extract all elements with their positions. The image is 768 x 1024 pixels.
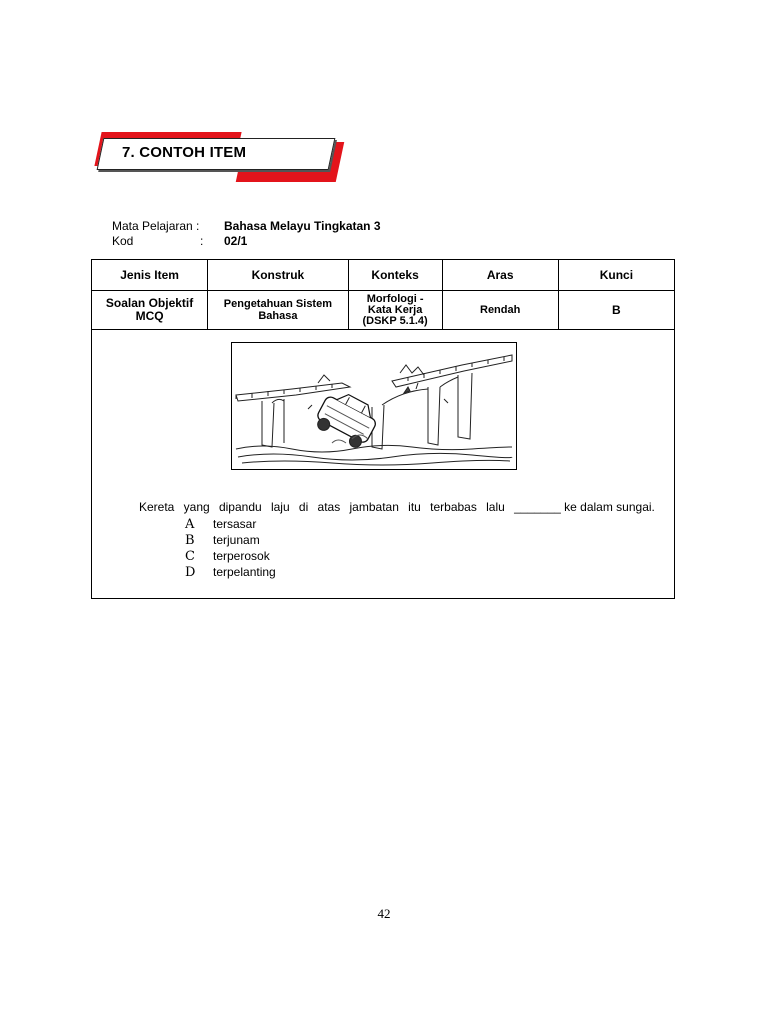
option-text: terpelanting xyxy=(213,565,276,579)
option-letter: B xyxy=(185,532,195,548)
option-text: terjunam xyxy=(213,533,260,547)
code-colon: : xyxy=(200,234,204,248)
konteks-line3: (DSKP 5.1.4) xyxy=(362,314,428,327)
option-c xyxy=(185,548,276,564)
stem-word: itu xyxy=(408,500,421,514)
header-jenis-item: Jenis Item xyxy=(92,260,208,291)
header-konteks: Konteks xyxy=(348,260,442,291)
stem-word: di xyxy=(298,500,309,514)
jenis-line1: Soalan Objektif xyxy=(105,296,194,310)
section-title: 7. CONTOH ITEM xyxy=(122,144,247,161)
konteks-line2: Kata Kerja xyxy=(367,303,423,316)
answer-options xyxy=(185,516,276,580)
konstruk-line2: Bahasa xyxy=(258,310,298,322)
stem-word: jambatan xyxy=(349,500,399,514)
subject-label: Mata Pelajaran : xyxy=(112,219,200,233)
stem-word: atas xyxy=(317,500,341,514)
stem-word: dipandu xyxy=(218,500,262,514)
cell-konstruk xyxy=(208,291,348,330)
option-text: tersasar xyxy=(213,517,257,531)
table-header-row xyxy=(92,260,675,291)
konstruk-line1: Pengetahuan Sistem xyxy=(223,298,332,310)
option-letter: C xyxy=(185,548,195,564)
stem-word: terbabas xyxy=(430,500,477,514)
option-text: terperosok xyxy=(213,549,270,563)
table-row xyxy=(92,291,675,330)
code-value: 02/1 xyxy=(224,234,248,248)
section-banner xyxy=(90,130,346,184)
stem-word: yang xyxy=(183,500,210,514)
stem-word: lalu xyxy=(486,500,505,514)
option-b xyxy=(185,532,276,548)
header-kunci: Kunci xyxy=(558,260,674,291)
option-letter: A xyxy=(185,516,195,532)
question-row xyxy=(92,330,675,599)
stem-word: laju xyxy=(270,500,290,514)
cell-jenis-item xyxy=(92,291,208,330)
stem-word: Kereta xyxy=(139,500,175,514)
cell-kunci: B xyxy=(558,291,674,330)
question-stem xyxy=(139,500,655,514)
option-letter: D xyxy=(185,564,196,580)
question-cell xyxy=(92,330,675,599)
option-d xyxy=(185,564,276,580)
header-konstruk: Konstruk xyxy=(208,260,348,291)
subject-value: Bahasa Melayu Tingkatan 3 xyxy=(224,219,381,233)
item-table xyxy=(91,259,675,599)
cell-aras: Rendah xyxy=(442,291,558,330)
option-a xyxy=(185,516,276,532)
jenis-line2: MCQ xyxy=(135,309,164,323)
stem-word-blank: _______ ke dalam sungai. xyxy=(514,500,655,514)
header-aras: Aras xyxy=(442,260,558,291)
car-falling-off-bridge-illustration xyxy=(231,342,517,470)
code-label: Kod xyxy=(112,234,134,248)
konteks-line1: Morfologi - xyxy=(366,292,424,305)
cell-konteks xyxy=(348,291,442,330)
page-number: 42 xyxy=(377,906,391,921)
